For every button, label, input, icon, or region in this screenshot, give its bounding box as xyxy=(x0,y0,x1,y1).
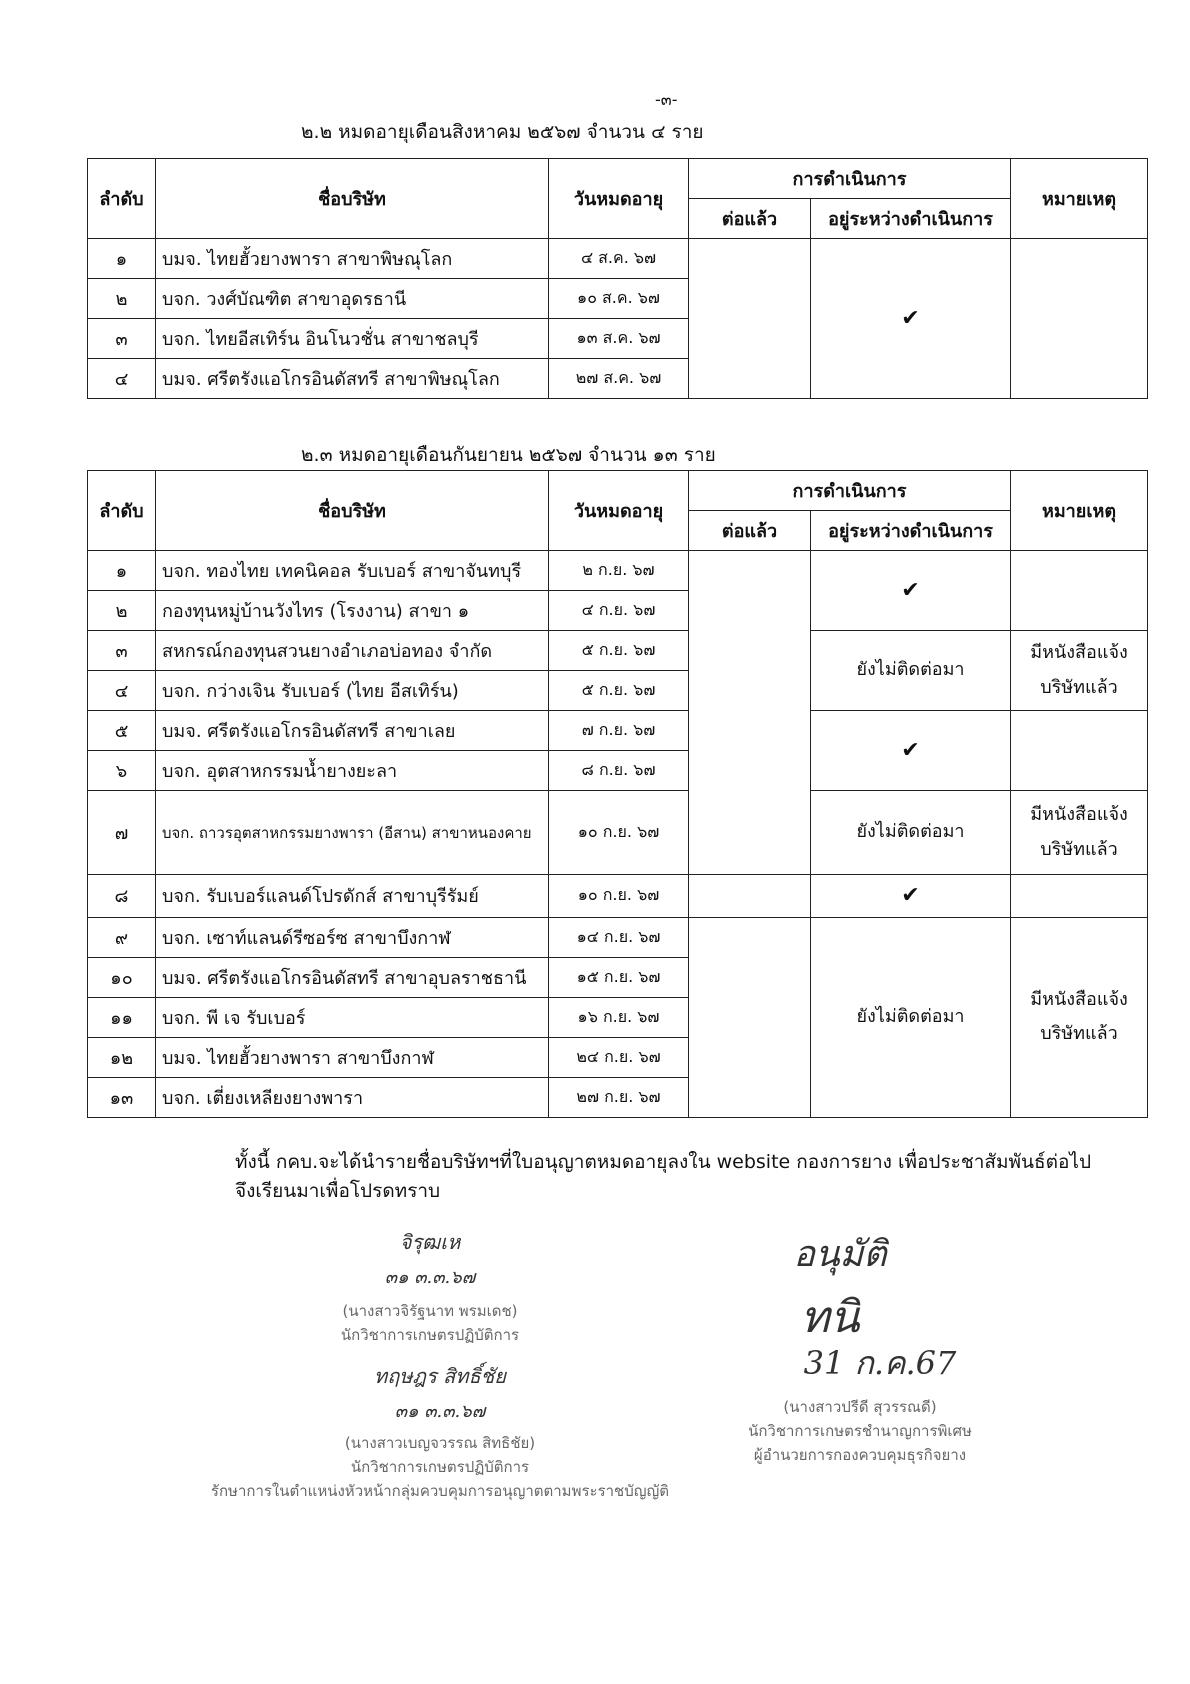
row-expiry: ๑๕ ก.ย. ๖๗ xyxy=(549,957,689,997)
row-company: บมจ. ไทยฮั้วยางพารา สาขาพิษณุโลก xyxy=(156,239,549,279)
check-mark-icon: ✔ xyxy=(901,305,920,331)
row-company: บจก. เตี่ยงเหลียงยางพารา xyxy=(156,1077,549,1117)
in-progress-cell xyxy=(811,551,1011,631)
remark-cell xyxy=(1011,875,1148,918)
header-expiry: วันหมดอายุ xyxy=(549,159,689,239)
remark-cell xyxy=(1011,791,1148,875)
row-no: ๕ xyxy=(88,711,156,751)
in-progress-cell xyxy=(811,239,1011,399)
header-company: ชื่อบริษัท xyxy=(156,159,549,239)
closing-text xyxy=(235,1148,1091,1206)
signature-block-director xyxy=(730,1225,990,1467)
closing-line2: จึงเรียนมาเพื่อโปรดทราบ xyxy=(235,1180,441,1202)
signature-name: (นางสาวปรีดี สุวรรณดี) xyxy=(783,1398,937,1416)
row-no: ๗ xyxy=(88,791,156,875)
row-no: ๑๒ xyxy=(88,1037,156,1077)
section-sep-title: ๒.๓ หมดอายุเดือนกันยายน ๒๕๖๗ จำนวน ๑๓ ราย xyxy=(301,444,716,466)
signature-title: นักวิชาการเกษตรปฏิบัติการ xyxy=(350,1458,530,1476)
header-no: ลำดับ xyxy=(88,471,156,551)
table-row xyxy=(88,711,1148,751)
row-expiry: ๒๗ ก.ย. ๖๗ xyxy=(549,1077,689,1117)
signature-name: (นางสาวจิรัฐนาท พรมเดช) xyxy=(342,1302,518,1320)
row-no: ๑๐ xyxy=(88,957,156,997)
signature-scrawl: ทฤษฎร สิทธิ์ชัย xyxy=(374,1364,506,1388)
row-company: บมจ. ศรีตรังแอโกรอินดัสทรี สาขาอุบลราชธานี xyxy=(156,957,549,997)
row-no: ๔ xyxy=(88,359,156,399)
row-no: ๒ xyxy=(88,591,156,631)
row-expiry: ๒ ก.ย. ๖๗ xyxy=(549,551,689,591)
in-progress-cell xyxy=(811,711,1011,791)
row-no: ๒ xyxy=(88,279,156,319)
header-no: ลำดับ xyxy=(88,159,156,239)
row-company: บจก. เซาท์แลนด์รีซอร์ซ สาขาบึงกาฬ xyxy=(156,917,549,957)
header-action: การดำเนินการ xyxy=(689,159,1011,199)
remark-line1: มีหนังสือแจ้ง xyxy=(1030,642,1128,664)
row-expiry: ๔ ก.ย. ๖๗ xyxy=(549,591,689,631)
page-number: -๓- xyxy=(655,90,678,109)
header-in-progress: อยู่ระหว่างดำเนินการ xyxy=(811,511,1011,551)
approval-handwriting: อนุมัติ xyxy=(793,1234,887,1275)
table-row xyxy=(88,791,1148,875)
header-renewed: ต่อแล้ว xyxy=(689,199,811,239)
row-company: บจก. ไทยอีสเทิร์น อินโนวชั่น สาขาชลบุรี xyxy=(156,319,549,359)
closing-line1: ทั้งนี้ กคบ.จะได้นำรายชื่อบริษัทฯที่ใบอนุญาตหมดอายุลงใน website กองการยาง เพื่อประชาสัมพันธ์ต่อไป xyxy=(235,1151,1092,1173)
remark-line2: บริษัทแล้ว xyxy=(1040,676,1118,698)
signature-name: (นางสาวเบญจวรรณ สิทธิชัย) xyxy=(344,1434,536,1452)
row-no: ๑๑ xyxy=(88,997,156,1037)
table-row xyxy=(88,239,1148,279)
row-expiry: ๘ ก.ย. ๖๗ xyxy=(549,751,689,791)
row-expiry: ๒๗ ส.ค. ๖๗ xyxy=(549,359,689,399)
row-no: ๓ xyxy=(88,319,156,359)
row-no: ๑ xyxy=(88,551,156,591)
remark-cell xyxy=(1011,711,1148,791)
remark-line1: มีหนังสือแจ้ง xyxy=(1030,989,1128,1011)
row-expiry: ๕ ก.ย. ๖๗ xyxy=(549,671,689,711)
signature-date: ๓๑ ๓.๓.๖๗ xyxy=(394,1401,486,1422)
row-company: บมจ. ศรีตรังแอโกรอินดัสทรี สาขาเลย xyxy=(156,711,549,751)
signature-role: ผู้อำนวยการกองควบคุมธุรกิจยาง xyxy=(753,1446,967,1464)
row-no: ๖ xyxy=(88,751,156,791)
row-company: บจก. พี เจ รับเบอร์ xyxy=(156,997,549,1037)
remark-line2: บริษัทแล้ว xyxy=(1040,838,1118,860)
header-in-progress: อยู่ระหว่างดำเนินการ xyxy=(811,199,1011,239)
row-expiry: ๑๐ ส.ค. ๖๗ xyxy=(549,279,689,319)
header-company: ชื่อบริษัท xyxy=(156,471,549,551)
header-expiry: วันหมดอายุ xyxy=(549,471,689,551)
remark-line1: มีหนังสือแจ้ง xyxy=(1030,804,1128,826)
row-company: บจก. กว่างเจิน รับเบอร์ (ไทย อีสเทิร์น) xyxy=(156,671,549,711)
row-no: ๙ xyxy=(88,917,156,957)
section-aug-title: ๒.๒ หมดอายุเดือนสิงหาคม ๒๕๖๗ จำนวน ๔ ราย xyxy=(301,121,704,143)
check-mark-icon: ✔ xyxy=(901,883,920,908)
row-company: บมจ. ไทยฮั้วยางพารา สาขาบึงกาฬ xyxy=(156,1037,549,1077)
signature-title: นักวิชาการเกษตรชำนาญการพิเศษ xyxy=(748,1422,972,1440)
aug-table xyxy=(87,158,1148,399)
in-progress-cell xyxy=(811,875,1011,918)
table-row xyxy=(88,917,1148,957)
header-action: การดำเนินการ xyxy=(689,471,1011,511)
check-mark-icon: ✔ xyxy=(901,737,920,763)
header-renewed: ต่อแล้ว xyxy=(689,511,811,551)
row-no: ๑ xyxy=(88,239,156,279)
signature-date: 31 ก.ค.67 xyxy=(803,1344,957,1382)
row-company: บจก. ถาวรอุตสาหกรรมยางพารา (อีสาน) สาขาหนองคาย xyxy=(156,791,549,875)
row-expiry: ๗ ก.ย. ๖๗ xyxy=(549,711,689,751)
row-expiry: ๔ ส.ค. ๖๗ xyxy=(549,239,689,279)
signature-scrawl: ทนิ xyxy=(800,1292,860,1343)
signature-block-officer xyxy=(320,1226,540,1347)
table-row xyxy=(88,875,1148,918)
signature-block-acting-head xyxy=(200,1360,680,1503)
remark-cell xyxy=(1011,239,1148,399)
row-expiry: ๑๓ ส.ค. ๖๗ xyxy=(549,319,689,359)
row-expiry: ๑๖ ก.ย. ๖๗ xyxy=(549,997,689,1037)
row-company: บจก. รับเบอร์แลนด์โปรดักส์ สาขาบุรีรัมย์ xyxy=(156,875,549,918)
row-no: ๘ xyxy=(88,875,156,918)
signature-scrawl: จิรุฒเห xyxy=(399,1230,461,1254)
in-progress-cell: ยังไม่ติดต่อมา xyxy=(811,917,1011,1117)
in-progress-cell: ยังไม่ติดต่อมา xyxy=(811,791,1011,875)
check-mark-icon: ✔ xyxy=(901,577,920,603)
header-remark: หมายเหตุ xyxy=(1011,471,1148,551)
table-row xyxy=(88,551,1148,591)
row-expiry: ๕ ก.ย. ๖๗ xyxy=(549,631,689,671)
signature-title: นักวิชาการเกษตรปฏิบัติการ xyxy=(340,1326,520,1344)
row-expiry: ๒๔ ก.ย. ๖๗ xyxy=(549,1037,689,1077)
in-progress-cell: ยังไม่ติดต่อมา xyxy=(811,631,1011,711)
remark-line2: บริษัทแล้ว xyxy=(1040,1023,1118,1045)
row-company: บมจ. ศรีตรังแอโกรอินดัสทรี สาขาพิษณุโลก xyxy=(156,359,549,399)
remark-cell xyxy=(1011,631,1148,711)
row-expiry: ๑๐ ก.ย. ๖๗ xyxy=(549,791,689,875)
row-no: ๔ xyxy=(88,671,156,711)
row-no: ๓ xyxy=(88,631,156,671)
row-company: บจก. อุตสาหกรรมน้ำยางยะลา xyxy=(156,751,549,791)
header-remark: หมายเหตุ xyxy=(1011,159,1148,239)
signature-role: รักษาการในตำแหน่งหัวหน้ากลุ่มควบคุมการอนุญาตตามพระราชบัญญัติ xyxy=(210,1482,670,1500)
row-no: ๑๓ xyxy=(88,1077,156,1117)
signature-date: ๓๑ ๓.๓.๖๗ xyxy=(384,1267,476,1288)
renewed-cell xyxy=(689,875,811,918)
row-expiry: ๑๔ ก.ย. ๖๗ xyxy=(549,917,689,957)
sep-table xyxy=(87,470,1148,1118)
remark-cell xyxy=(1011,917,1148,1117)
row-expiry: ๑๐ ก.ย. ๖๗ xyxy=(549,875,689,918)
remark-cell xyxy=(1011,551,1148,631)
row-company: สหกรณ์กองทุนสวนยางอำเภอบ่อทอง จำกัด xyxy=(156,631,549,671)
row-company: กองทุนหมู่บ้านวังไทร (โรงงาน) สาขา ๑ xyxy=(156,591,549,631)
renewed-cell xyxy=(689,239,811,399)
renewed-cell xyxy=(689,917,811,1117)
row-company: บจก. วงศ์บัณฑิต สาขาอุดรธานี xyxy=(156,279,549,319)
renewed-cell xyxy=(689,551,811,875)
table-row xyxy=(88,631,1148,671)
row-company: บจก. ทองไทย เทคนิคอล รับเบอร์ สาขาจันทบุรี xyxy=(156,551,549,591)
